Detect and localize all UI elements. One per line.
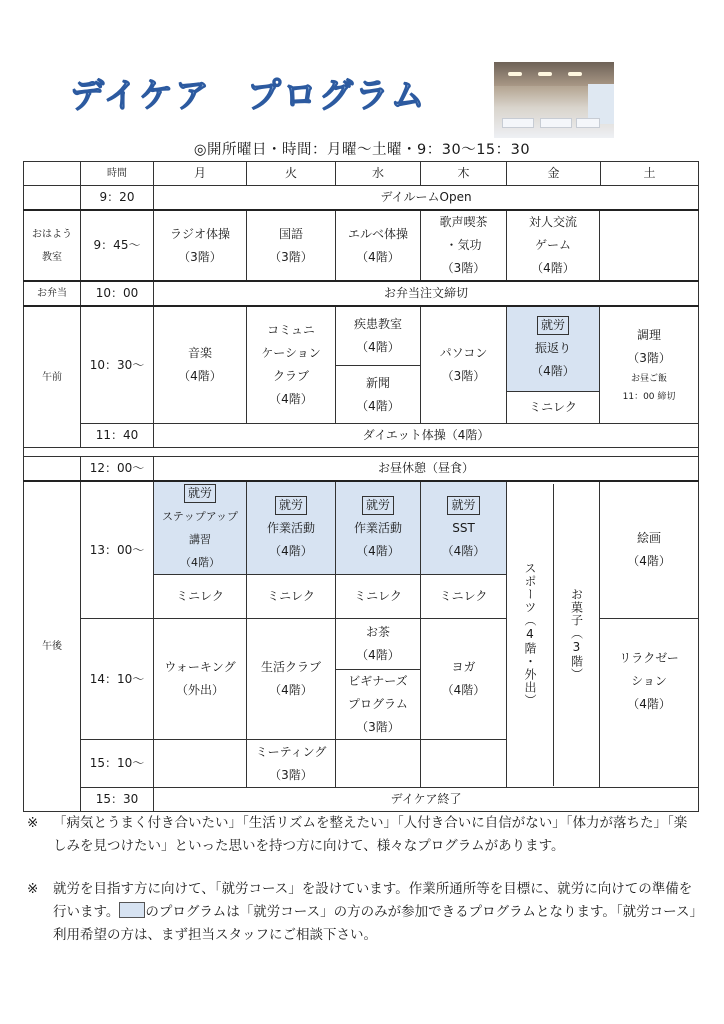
gogo-thu-mini: ミニレク (421, 575, 507, 619)
group-gogo: 午後 (24, 481, 81, 812)
opening-hours: ◎開所曜日・時間：月曜～土曜・9：30～15：30 (193, 142, 531, 158)
group-ohayo: おはよう 教室 (24, 210, 81, 281)
gogo-tue-1: 作業活動 （4階） (266, 520, 315, 558)
day-tue: 火 (247, 162, 336, 186)
shuro-tag: 就労 (537, 316, 569, 335)
time-ohayo: 9：45～ (81, 210, 154, 281)
gogo-mon-2: ウォーキング （外出） (154, 619, 247, 740)
gozen-wed-top: 疾患教室 （4階） (336, 307, 420, 366)
time-gogo-1: 13：00～ (81, 481, 154, 619)
page-title: デイケア プログラム (70, 76, 427, 116)
group-gozen: 午前 (24, 306, 81, 448)
gogo-mon-mini: ミニレク (154, 575, 247, 619)
gozen-fri-bottom: ミニレク (529, 400, 577, 414)
gogo-sat-1: 絵画 （4階） (600, 481, 699, 619)
gogo-mon-1: ステップアップ 講習 （4階） (161, 510, 238, 569)
time-lunch: 12：00～ (81, 457, 154, 482)
gogo-wed-2-top: お茶 （4階） (336, 619, 420, 670)
day-thu: 木 (421, 162, 507, 186)
bento-deadline: お弁当注文締切 (154, 281, 699, 306)
day-wed: 水 (336, 162, 421, 186)
gozen-thu: パソコン （3階） (421, 306, 507, 424)
gozen-sat: 調理 （3階） (627, 328, 671, 365)
day-sat: 土 (643, 166, 656, 180)
ohayo-sat (600, 210, 699, 281)
gogo-sports: スポーツ（4階・外出） (523, 562, 537, 707)
time-bento: 10：00 (81, 281, 154, 306)
gogo-wed-1: 作業活動 （4階） (353, 520, 402, 558)
dayroom-open: デイルームOpen (154, 186, 699, 211)
time-diet: 11：40 (81, 424, 154, 448)
time-header: 時間 (81, 162, 154, 186)
gogo-thu-2: ヨガ （4階） (421, 619, 507, 740)
ohayo-tue: 国語 （3階） (247, 210, 336, 281)
gogo-wed-mini: ミニレク (336, 575, 421, 619)
gogo-thu-1: SST （4階） (441, 520, 486, 558)
time-gogo-3: 15：10～ (81, 740, 154, 788)
dayroom-photo (494, 62, 614, 138)
day-mon: 月 (154, 162, 247, 186)
gozen-wed-bottom: 新聞 （4階） (356, 375, 400, 413)
shuro-tag: 就労 (362, 496, 394, 515)
ohayo-mon: ラジオ体操 （3階） (154, 210, 247, 281)
gozen-fri-top: 振返り （4階） (531, 340, 575, 378)
daycare-end: デイケア終了 (154, 788, 699, 812)
gogo-wed-2-bottom: ビギナーズ プログラム （3階） (348, 674, 408, 734)
gogo-tue-3: ミーティング （3階） (247, 740, 336, 788)
ohayo-thu: 歌声喫茶 ・気功 （3階） (421, 210, 507, 281)
time-gozen: 10：30～ (81, 306, 154, 424)
day-fri: 金 (507, 162, 601, 185)
note-1: ※ 「病気とうまく付き合いたい」「生活リズムを整えたい」「人付き合いに自信がない」「体力が落ちた」「楽しみを見つけたい」といった思いを持つ方に向けて、様々なプログラムがあります。 (27, 815, 688, 854)
gogo-tue-2: 生活クラブ （4階） (247, 619, 336, 740)
shuro-tag: 就労 (447, 496, 479, 515)
group-bento: お弁当 (24, 281, 81, 306)
corner-cell (24, 162, 81, 186)
gozen-sat-note: お昼ご飯 11：00 締切 (622, 374, 676, 402)
diet-exercise: ダイエット体操（4階） (154, 424, 699, 448)
highlight-swatch (119, 902, 145, 918)
time-gogo-2: 14：10～ (81, 619, 154, 740)
ohayo-fri: 対人交流 ゲーム （4階） (507, 210, 600, 281)
gogo-okashi: お菓子（3階） (569, 588, 584, 681)
schedule-table (23, 161, 699, 812)
time-open: 9：20 (81, 186, 154, 211)
gozen-mon: 音楽 （4階） (154, 306, 247, 424)
ohayo-wed: エルベ体操 （4階） (336, 210, 421, 281)
note-2: ※ 就労を目指す方に向けて、「就労コース」を設けています。作業所通所等を目標に、就労に向けての準備を行います。 のプログラムは「就労コース」の方のみが参加できるプログラムとなります。「就労コース」利用希望の方は、まず担当スタッフにご相談下さい。 (27, 881, 697, 943)
time-end: 15：30 (81, 788, 154, 812)
shuro-tag: 就労 (184, 484, 216, 503)
shuro-tag: 就労 (275, 496, 307, 515)
gozen-tue: コミュニ ケーション クラブ （4階） (247, 306, 336, 424)
lunch-break: お昼休憩（昼食） (154, 457, 699, 482)
gogo-tue-mini: ミニレク (247, 575, 336, 619)
gogo-sat-2: リラクゼー ション （4階） (600, 619, 699, 788)
